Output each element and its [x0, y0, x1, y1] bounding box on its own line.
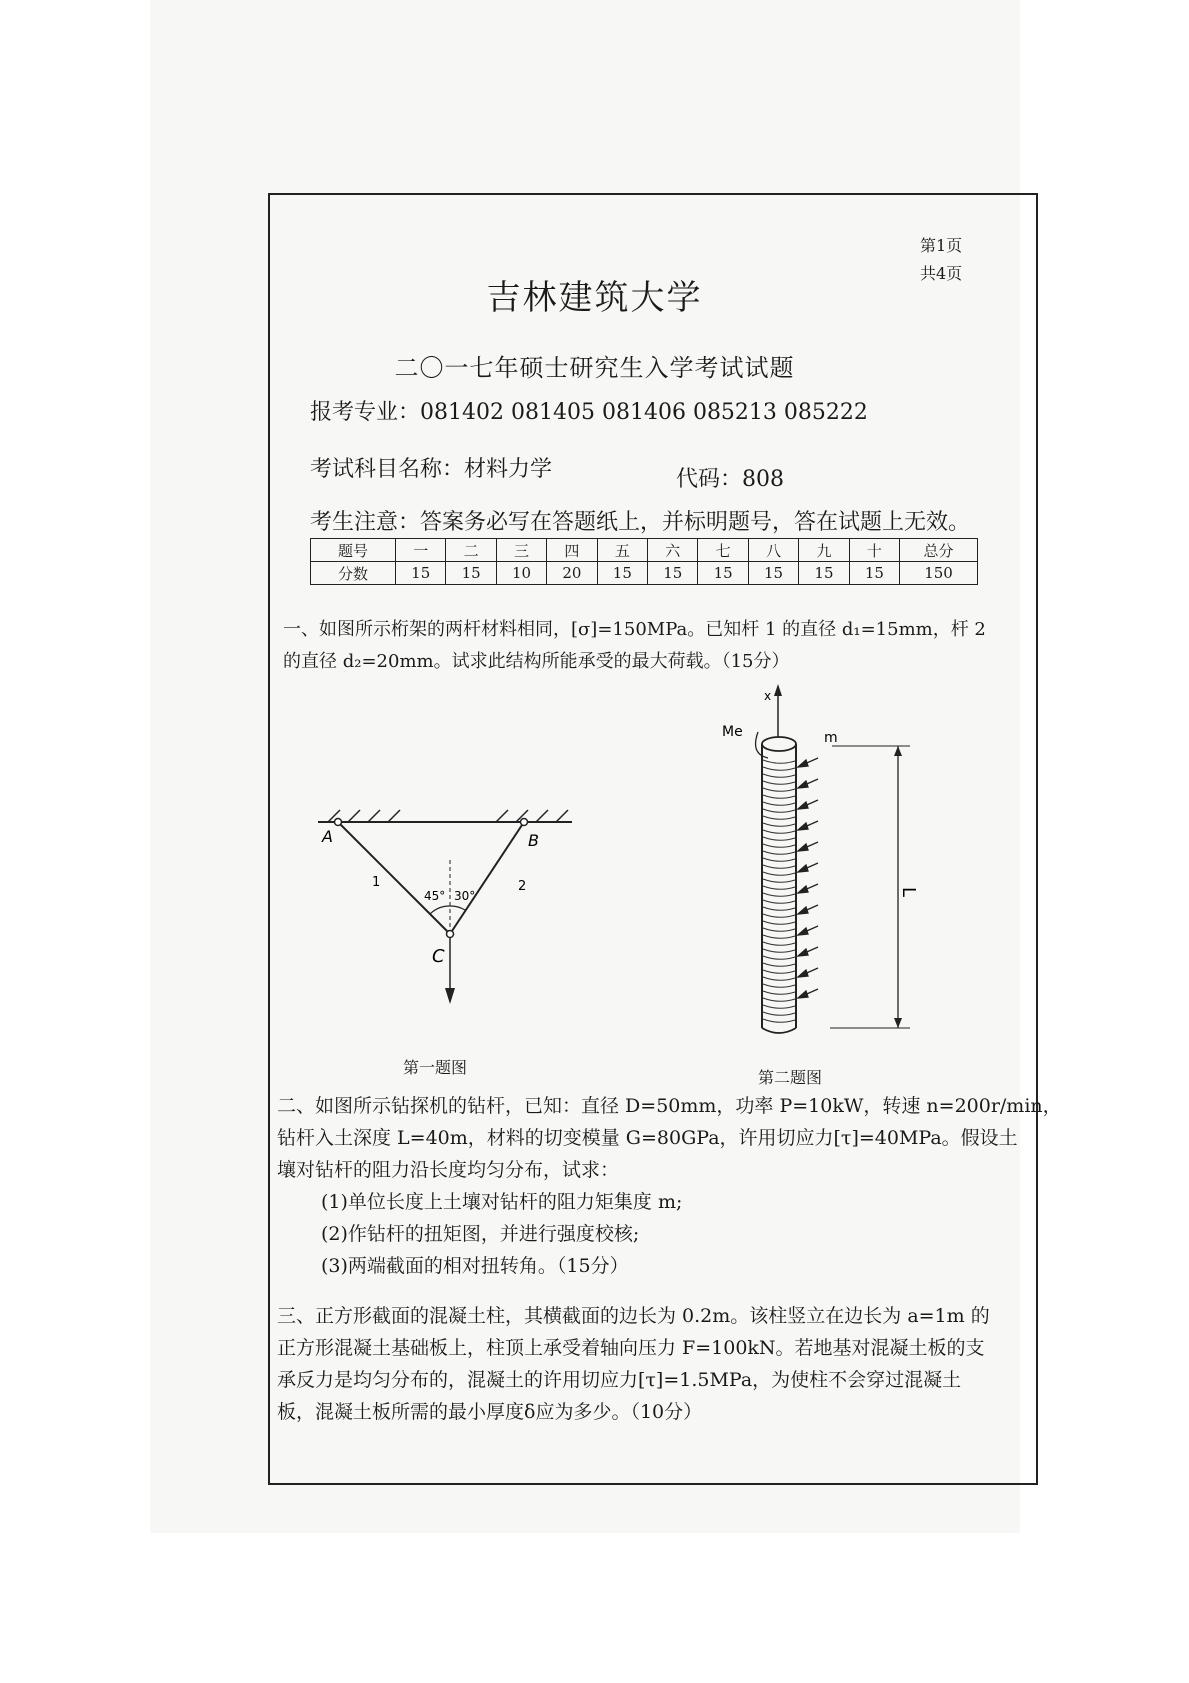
pin-a	[335, 819, 342, 826]
question-2-item: (2)作钻杆的扭矩图，并进行强度校核;	[321, 1223, 640, 1245]
question-3-line: 承反力是均匀分布的，混凝土的许用切应力[τ]=1.5MPa，为使柱不会穿过混凝土	[277, 1369, 962, 1391]
label-angle-30: 30°	[454, 889, 476, 903]
pin-b	[521, 819, 528, 826]
table-cell: 15	[849, 562, 899, 585]
question-3-line: 正方形混凝土基础板上，柱顶上承受着轴向压力 F=100kN。若地基对混凝土板的支	[277, 1337, 985, 1359]
notice-label: 考生注意：	[310, 510, 421, 535]
table-cell: 十	[849, 539, 899, 562]
rod-bottom	[762, 1028, 796, 1033]
rod-hatch-line	[763, 942, 795, 945]
major-label: 报考专业：	[310, 400, 421, 425]
rod-hatch-line	[763, 998, 795, 1001]
rod-hatch-line	[763, 802, 795, 805]
major-line	[310, 395, 868, 426]
rod-hatch-line	[763, 963, 795, 966]
ceiling-hatch	[328, 810, 568, 822]
major-codes: 081402 081405 081406 085213 085222	[420, 400, 868, 425]
load-arrow-head	[445, 988, 455, 1004]
exam-title: 二〇一七年硕士研究生入学考试试题	[394, 354, 795, 382]
label-bar-1: 1	[372, 875, 381, 890]
rod-top	[762, 737, 796, 751]
figure-1-caption: 第一题图	[403, 1058, 468, 1077]
rod-hatch-line	[763, 956, 795, 959]
torque-arrow-head	[798, 844, 808, 851]
rod-hatch-line	[763, 872, 795, 875]
question-2-line: 壤对钻杆的阻力沿长度均匀分布，试求：	[277, 1159, 620, 1181]
school-name: 吉林建筑大学	[486, 278, 703, 318]
rod-hatch-line	[763, 879, 795, 882]
table-cell: 四	[547, 539, 597, 562]
dim-arrow-top	[894, 746, 902, 756]
notice-line	[310, 505, 970, 536]
table-cell: 五	[597, 539, 647, 562]
rod-hatch-line	[763, 949, 795, 952]
rod-hatch-line	[763, 781, 795, 784]
question-1-line: 的直径 d₂=20mm。试求此结构所能承受的最大荷载。（15分）	[283, 651, 790, 672]
rod-hatch-line	[763, 788, 795, 791]
rod-hatch-line	[763, 928, 795, 931]
label-x: x	[764, 689, 772, 703]
rod-hatch-line	[763, 809, 795, 812]
rod-hatch-line	[763, 830, 795, 833]
torque-arrow-head	[798, 949, 808, 956]
question-2-line: 钻杆入土深度 L=40m，材料的切变模量 G=80GPa，许用切应力[τ]=40MPa。假设土	[277, 1127, 1018, 1149]
rod-hatching	[763, 760, 795, 1022]
table-cell: 一	[396, 539, 446, 562]
question-3-line: 板，混凝土板所需的最小厚度δ应为多少。（10分）	[277, 1401, 703, 1423]
rod-hatch-line	[763, 1019, 795, 1022]
score-table	[310, 538, 978, 585]
notice-text: 答案务必写在答题纸上，并标明题号，答在试题上无效。	[420, 510, 971, 535]
angle-arc-30	[450, 906, 465, 910]
table-row	[311, 539, 978, 562]
x-axis-arrow	[774, 684, 782, 696]
rod-hatch-line	[763, 858, 795, 861]
figure-2-caption: 第二题图	[758, 1068, 823, 1087]
table-cell: 15	[648, 562, 698, 585]
torque-arrow-head	[798, 928, 808, 935]
pin-c	[447, 931, 454, 938]
rod-hatch-line	[763, 767, 795, 770]
question-2	[277, 1090, 1062, 1282]
rod-hatch-line	[763, 774, 795, 777]
rod-hatch-line	[763, 844, 795, 847]
table-cell: 15	[597, 562, 647, 585]
table-cell: 20	[547, 562, 597, 585]
question-1	[283, 614, 986, 678]
torque-arrow-head	[798, 802, 808, 809]
rod-hatch-line	[763, 823, 795, 826]
table-cell: 分数	[311, 562, 396, 585]
table-cell: 三	[496, 539, 546, 562]
figure-2-drill-rod	[720, 682, 960, 1042]
dim-arrow-bottom	[894, 1018, 902, 1028]
torque-arrow-head	[798, 886, 808, 893]
question-2-item: (3)两端截面的相对扭转角。（15分）	[321, 1255, 629, 1277]
rod-hatch-line	[763, 991, 795, 994]
rod-hatch-line	[763, 900, 795, 903]
label-b: B	[528, 831, 539, 850]
label-me: Me	[722, 724, 743, 740]
table-cell: 总分	[900, 539, 978, 562]
table-cell: 六	[648, 539, 698, 562]
label-c: C	[432, 946, 445, 967]
label-m: m	[824, 730, 838, 746]
label-bar-2: 2	[518, 879, 527, 894]
table-cell: 题号	[311, 539, 396, 562]
table-cell: 15	[748, 562, 798, 585]
rod-hatch-line	[763, 865, 795, 868]
table-cell: 15	[698, 562, 748, 585]
bar-1	[338, 822, 450, 934]
subject-label: 考试科目名称：	[310, 457, 465, 482]
question-2-item: (1)单位长度上土壤对钻杆的阻力矩集度 m;	[321, 1191, 683, 1213]
rod-hatch-line	[763, 760, 795, 763]
table-cell: 二	[446, 539, 496, 562]
torque-arrow-head	[798, 760, 808, 767]
rod-hatch-line	[763, 1012, 795, 1015]
torque-arrow-head	[798, 991, 808, 998]
rod-hatch-line	[763, 886, 795, 889]
label-a: A	[322, 827, 333, 846]
torque-arrow-head	[798, 823, 808, 830]
rod-hatch-line	[763, 984, 795, 987]
rod-hatch-line	[763, 970, 795, 973]
rod-hatch-line	[763, 935, 795, 938]
table-cell: 150	[900, 562, 978, 585]
rod-hatch-line	[763, 795, 795, 798]
page-total: 共4页	[920, 264, 963, 283]
page-current: 第1页	[920, 236, 963, 255]
subject-name: 材料力学	[464, 457, 553, 482]
table-cell: 10	[496, 562, 546, 585]
code-value: 808	[742, 467, 785, 492]
table-row	[311, 562, 978, 585]
rod-hatch-line	[763, 1005, 795, 1008]
table-cell: 九	[799, 539, 849, 562]
torque-arrow-head	[798, 907, 808, 914]
angle-arc-45	[430, 906, 450, 914]
rod-hatch-line	[763, 921, 795, 924]
question-3-line: 三、正方形截面的混凝土柱，其横截面的边长为 0.2m。该柱竖立在边长为 a=1m 的	[277, 1305, 990, 1327]
subject-code	[676, 462, 784, 493]
rod-hatch-line	[763, 893, 795, 896]
rod-hatch-line	[763, 914, 795, 917]
question-3	[277, 1300, 990, 1428]
label-l: L	[898, 887, 919, 898]
table-cell: 15	[446, 562, 496, 585]
rod-hatch-line	[763, 977, 795, 980]
torque-arrow-head	[798, 781, 808, 788]
subject-line	[310, 452, 552, 483]
code-label: 代码：	[676, 467, 743, 492]
label-angle-45: 45°	[424, 889, 446, 903]
distributed-torque-arrows	[798, 758, 818, 998]
question-1-line: 一、如图所示桁架的两杆材料相同，[σ]=150MPa。已知杆 1 的直径 d₁=15mm，杆 2	[283, 619, 986, 640]
question-2-line: 二、如图所示钻探机的钻杆，已知：直径 D=50mm，功率 P=10kW，转速 n=200r/min，	[277, 1095, 1062, 1117]
rod-hatch-line	[763, 816, 795, 819]
rod-hatch-line	[763, 837, 795, 840]
table-cell: 七	[698, 539, 748, 562]
table-cell: 八	[748, 539, 798, 562]
torque-arrow-head	[798, 970, 808, 977]
table-cell: 15	[799, 562, 849, 585]
rod-hatch-line	[763, 851, 795, 854]
rod-hatch-line	[763, 907, 795, 910]
table-cell: 15	[396, 562, 446, 585]
torque-arrow-head	[798, 865, 808, 872]
bar-2	[450, 822, 527, 934]
